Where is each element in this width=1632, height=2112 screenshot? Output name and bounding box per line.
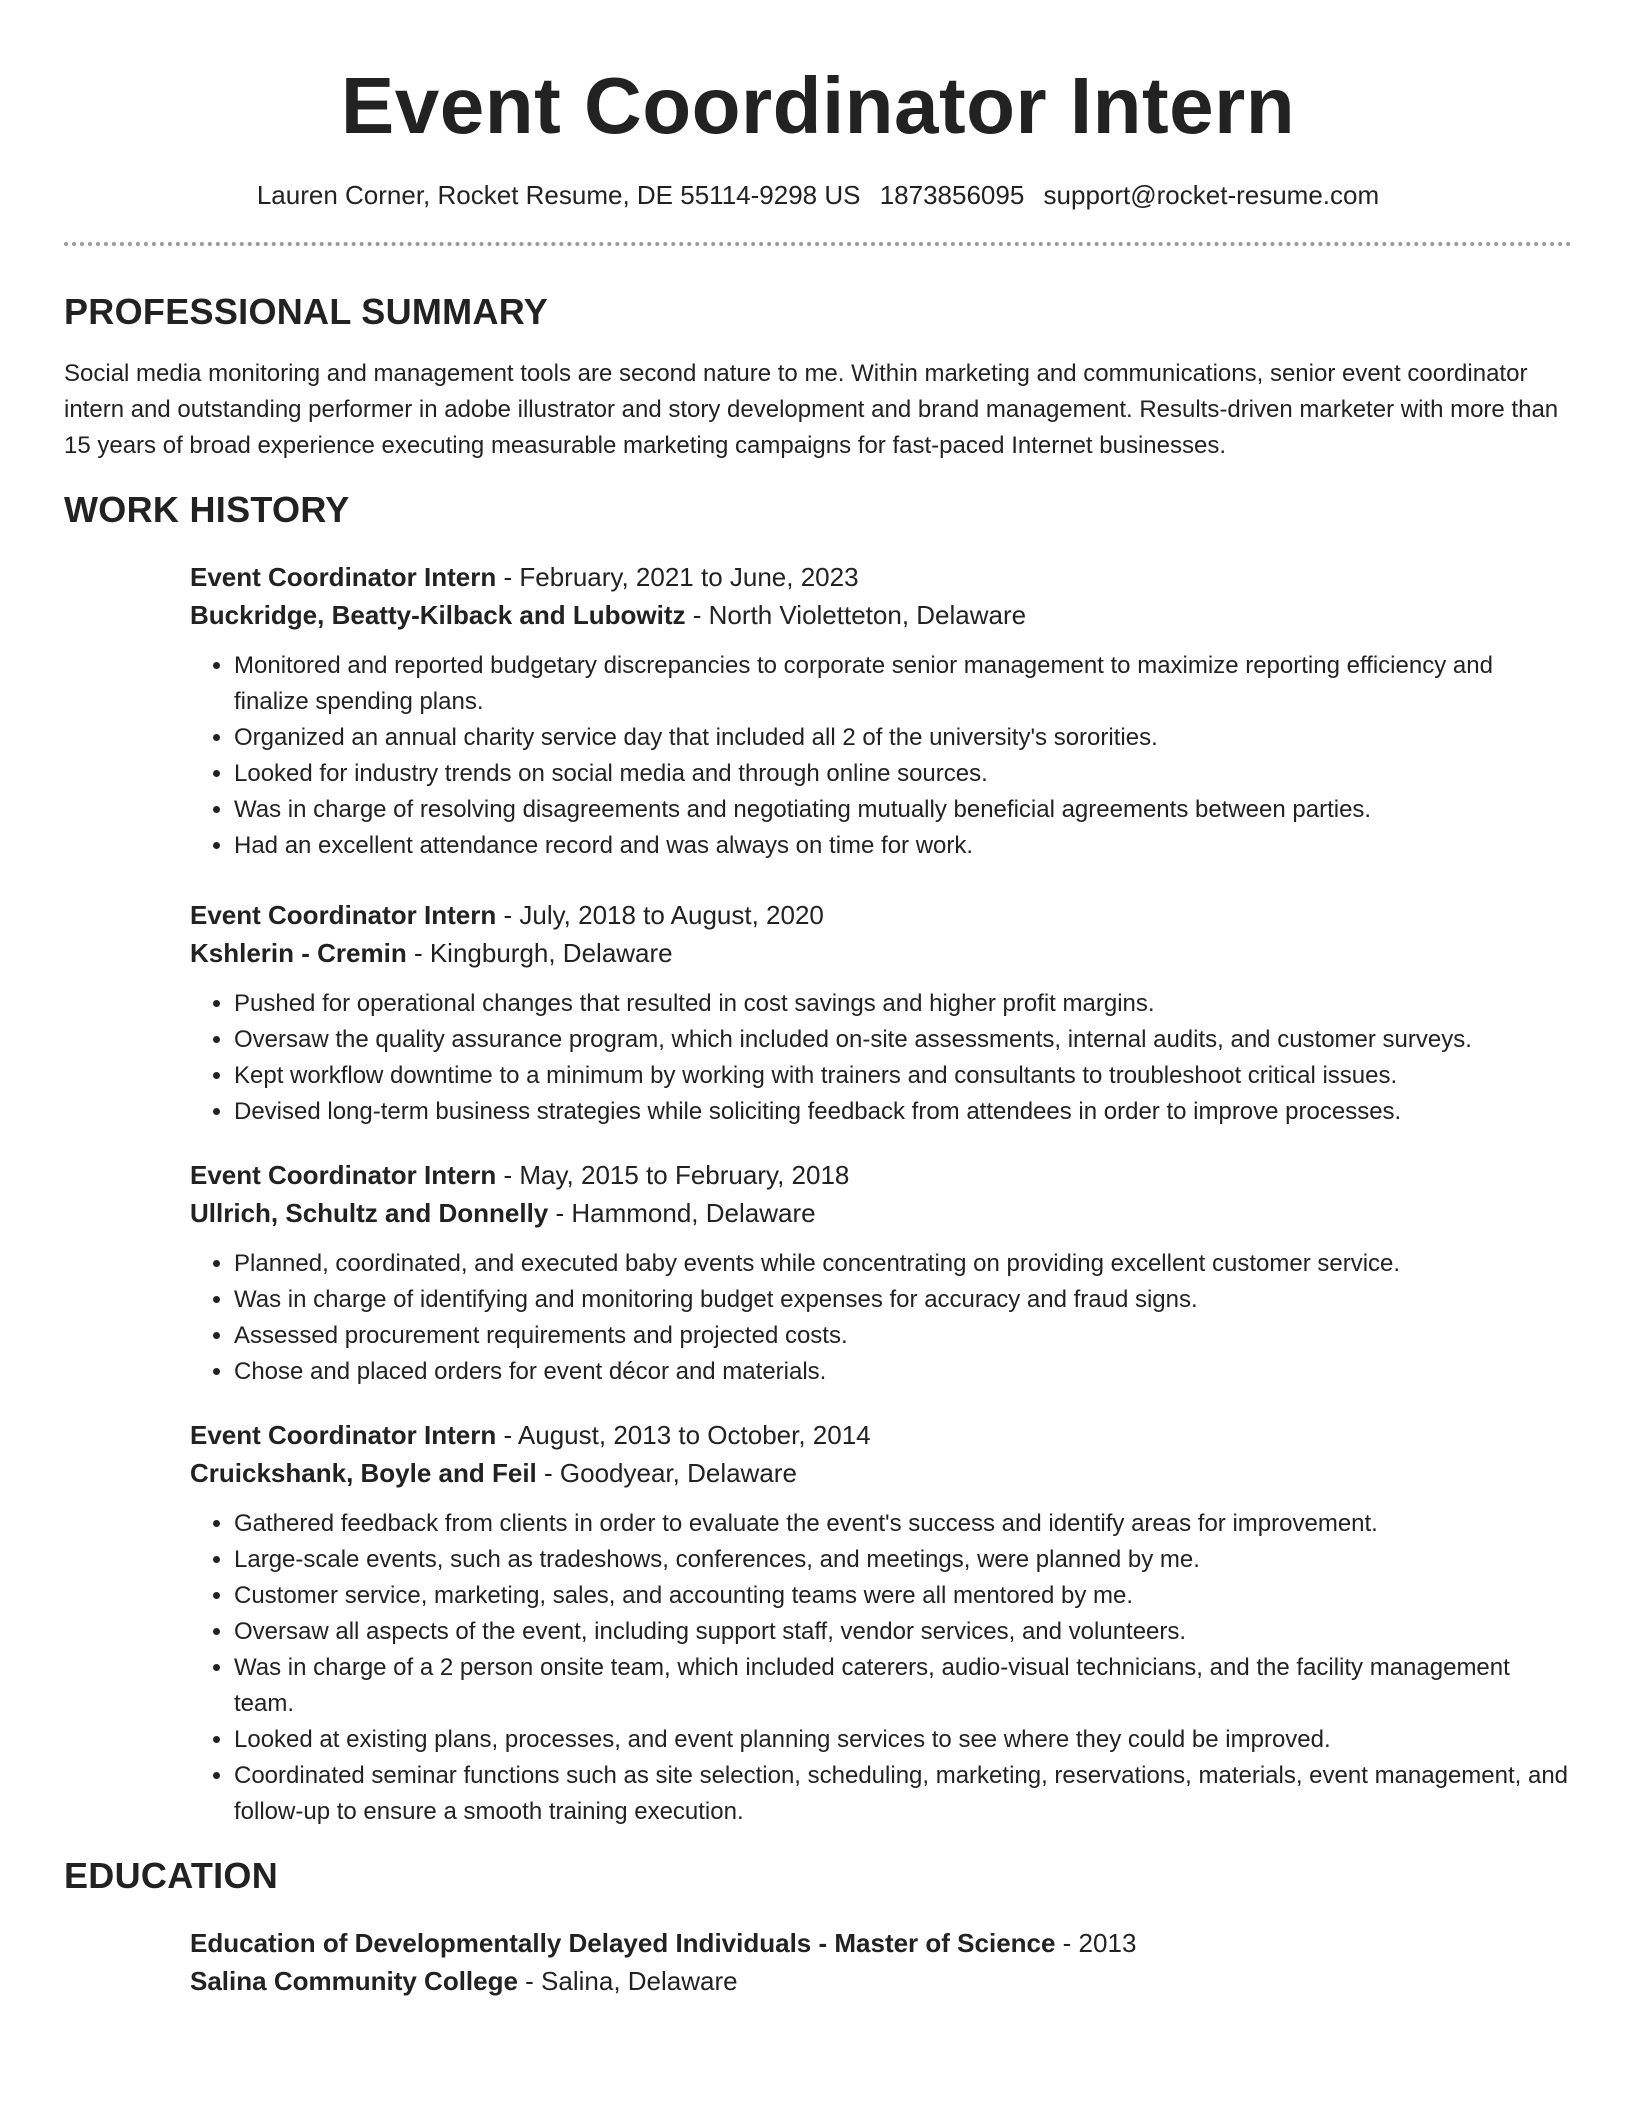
job-bullet: • Chose and placed orders for event décor and materials.: [234, 1354, 1572, 1390]
job-dates: - May, 2015 to February, 2018: [496, 1160, 850, 1190]
education-school-line: [190, 1962, 1572, 2000]
contact-phone: 1873856095: [879, 180, 1025, 210]
job-location: - North Violetteton, Delaware: [685, 600, 1027, 630]
job-bullet: • Planned, coordinated, and executed baby events while concentrating on providing excellent customer service.: [234, 1246, 1572, 1282]
job-location: - Hammond, Delaware: [548, 1198, 816, 1228]
job-company: Ullrich, Schultz and Donnelly: [190, 1198, 549, 1228]
job-role-line: [190, 1156, 1572, 1194]
job-bullet: • Looked at existing plans, processes, and event planning services to see where they could be improved.: [234, 1722, 1572, 1758]
job-bullets: [190, 986, 1572, 1130]
job-company-line: [190, 1194, 1572, 1232]
job-role: Event Coordinator Intern: [190, 900, 497, 930]
job-dates: - August, 2013 to October, 2014: [496, 1420, 871, 1450]
job-bullet: • Customer service, marketing, sales, and accounting teams were all mentored by me.: [234, 1578, 1572, 1614]
job-role: Event Coordinator Intern: [190, 1160, 497, 1190]
job-role-line: [190, 558, 1572, 596]
job-location: - Kingburgh, Delaware: [406, 938, 673, 968]
job-dates: - February, 2021 to June, 2023: [496, 562, 859, 592]
job-role: Event Coordinator Intern: [190, 1420, 497, 1450]
job-bullet: • Was in charge of a 2 person onsite team, which included caterers, audio-visual technicians, and the facility management team.: [234, 1650, 1572, 1722]
work-history-section: [64, 488, 1572, 1830]
job-bullet: • Looked for industry trends on social media and through online sources.: [234, 756, 1572, 792]
job-entry: [190, 1156, 1572, 1390]
job-company: Kshlerin - Cremin: [190, 938, 407, 968]
job-entry: [190, 1416, 1572, 1830]
education-school: Salina Community College: [190, 1966, 518, 1996]
job-bullet: • Large-scale events, such as tradeshows, conferences, and meetings, were planned by me.: [234, 1542, 1572, 1578]
contact-address: Lauren Corner, Rocket Resume, DE 55114-9298 US: [256, 180, 861, 210]
job-bullet: • Gathered feedback from clients in order to evaluate the event's success and identify areas for improvement.: [234, 1506, 1572, 1542]
job-bullet: • Pushed for operational changes that resulted in cost savings and higher profit margins.: [234, 986, 1572, 1022]
job-company-line: [190, 934, 1572, 972]
summary-text: Social media monitoring and management tools are second nature to me. Within marketing and communications, senior event coordinator intern and outstanding performer in adobe illustrator and story development and brand management. Results-driven marketer with more than 15 years of broad experience executing measurable marketing campaigns for fast-paced Internet businesses.: [64, 360, 1559, 459]
header-divider: [64, 242, 1572, 246]
job-company: Cruickshank, Boyle and Feil: [190, 1458, 537, 1488]
job-bullet: • Was in charge of resolving disagreements and negotiating mutually beneficial agreements between parties.: [234, 792, 1572, 828]
job-bullets: [190, 1506, 1572, 1830]
job-bullet: • Coordinated seminar functions such as site selection, scheduling, marketing, reservations, materials, event management, and follow-up to ensure a smooth training execution.: [234, 1758, 1572, 1830]
education-degree: Education of Developmentally Delayed Individuals - Master of Science: [190, 1928, 1056, 1958]
job-company-line: [190, 1454, 1572, 1492]
work-history-heading: WORK HISTORY: [64, 489, 350, 530]
contact-line: [64, 178, 1572, 212]
job-bullets: [190, 648, 1572, 864]
education-year: - 2013: [1055, 1928, 1137, 1958]
job-bullet: • Kept workflow downtime to a minimum by working with trainers and consultants to troubleshoot critical issues.: [234, 1058, 1572, 1094]
job-bullet: • Organized an annual charity service day that included all 2 of the university's sororities.: [234, 720, 1572, 756]
job-role-line: [190, 896, 1572, 934]
job-location: - Goodyear, Delaware: [536, 1458, 797, 1488]
contact-email: support@rocket-resume.com: [1043, 180, 1380, 210]
summary-section: [64, 290, 1572, 464]
job-bullets: [190, 1246, 1572, 1390]
job-entry: [190, 558, 1572, 864]
resume-name-title: Event Coordinator Intern: [340, 61, 1296, 150]
job-bullet: • Was in charge of identifying and monitoring budget expenses for accuracy and fraud signs.: [234, 1282, 1572, 1318]
job-bullet: • Had an excellent attendance record and was always on time for work.: [234, 828, 1572, 864]
job-company-line: [190, 596, 1572, 634]
job-company: Buckridge, Beatty-Kilback and Lubowitz: [190, 600, 686, 630]
education-location: - Salina, Delaware: [517, 1966, 738, 1996]
job-bullet: • Monitored and reported budgetary discrepancies to corporate senior management to maximize reporting efficiency and finalize spending plans.: [234, 648, 1572, 720]
job-bullet: • Oversaw all aspects of the event, including support staff, vendor services, and volunteers.: [234, 1614, 1572, 1650]
job-role: Event Coordinator Intern: [190, 562, 497, 592]
resume-page: [64, 0, 1572, 2000]
job-dates: - July, 2018 to August, 2020: [496, 900, 824, 930]
summary-heading: PROFESSIONAL SUMMARY: [64, 291, 549, 332]
job-bullet: • Oversaw the quality assurance program, which included on-site assessments, internal audits, and customer surveys.: [234, 1022, 1572, 1058]
education-degree-line: [190, 1924, 1572, 1962]
job-entry: [190, 896, 1572, 1130]
education-heading: EDUCATION: [64, 1855, 279, 1896]
job-role-line: [190, 1416, 1572, 1454]
education-entry: [190, 1924, 1572, 2000]
education-section: [64, 1854, 1572, 2000]
job-bullet: • Assessed procurement requirements and projected costs.: [234, 1318, 1572, 1354]
job-bullet: • Devised long-term business strategies while soliciting feedback from attendees in order to improve processes.: [234, 1094, 1572, 1130]
